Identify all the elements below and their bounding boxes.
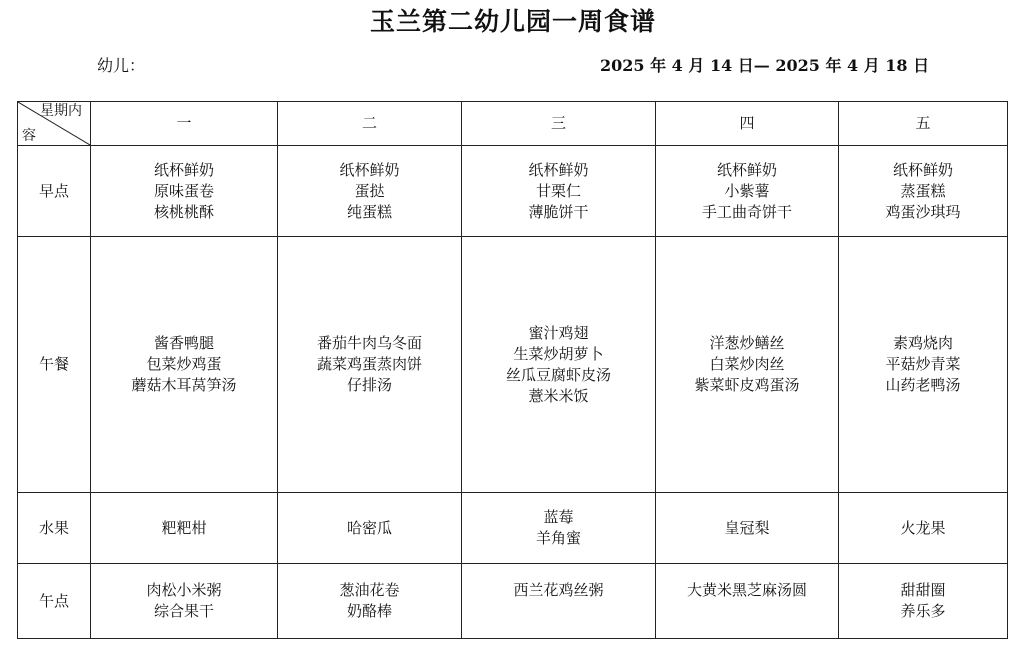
menu-item: 鸡蛋沙琪玛 xyxy=(885,202,961,221)
menu-item: 粑粑柑 xyxy=(161,518,207,537)
menu-cell xyxy=(278,146,462,237)
menu-item: 平菇炒青菜 xyxy=(885,355,961,373)
menu-item: 纯蛋糕 xyxy=(346,202,392,221)
meal-label-cell: 水果 xyxy=(18,493,91,564)
menu-cell xyxy=(278,237,462,493)
corner-label-bottom: 容 xyxy=(22,128,36,144)
menu-cell xyxy=(278,564,462,639)
menu-cell xyxy=(462,493,656,564)
menu-item: 纸杯鲜奶 xyxy=(892,160,953,179)
menu-item: 蒸蛋糕 xyxy=(900,181,946,200)
kid-label: 幼儿： xyxy=(97,56,146,75)
weekly-menu-table xyxy=(17,101,1008,639)
menu-cell xyxy=(656,493,839,564)
menu-item: 紫菜虾皮鸡蛋汤 xyxy=(694,376,800,394)
menu-item: 甘栗仁 xyxy=(535,181,581,200)
menu-cell xyxy=(462,146,656,237)
day-header: 五 xyxy=(839,102,1008,146)
menu-cell xyxy=(839,237,1008,493)
menu-item: 薄脆饼干 xyxy=(528,202,589,221)
menu-cell xyxy=(462,564,656,639)
meal-row xyxy=(18,564,1008,639)
menu-cell xyxy=(91,146,278,237)
menu-cell xyxy=(278,493,462,564)
menu-item: 蘑菇木耳莴笋汤 xyxy=(131,376,237,394)
menu-item: 蓝莓 xyxy=(543,508,574,526)
menu-item: 葱油花卷 xyxy=(339,581,400,599)
menu-item: 山药老鸭汤 xyxy=(885,376,961,394)
menu-cell xyxy=(656,237,839,493)
menu-cell xyxy=(839,493,1008,564)
menu-item: 纸杯鲜奶 xyxy=(528,160,589,179)
menu-item: 番茄牛肉乌冬面 xyxy=(316,334,422,352)
menu-item: 素鸡烧肉 xyxy=(892,334,953,352)
menu-item: 大黄米黑芝麻汤圆 xyxy=(686,581,807,599)
menu-item: 皇冠梨 xyxy=(724,518,770,537)
menu-item: 包菜炒鸡蛋 xyxy=(146,355,222,373)
menu-item: 蔬菜鸡蛋蒸肉饼 xyxy=(316,355,422,373)
menu-cell xyxy=(462,237,656,493)
day-header: 三 xyxy=(462,102,656,146)
menu-item: 薏米米饭 xyxy=(528,386,589,405)
menu-item: 丝瓜豆腐虾皮汤 xyxy=(505,365,611,384)
menu-cell xyxy=(91,564,278,639)
header-row xyxy=(18,102,1008,146)
menu-item: 仔排汤 xyxy=(346,376,392,394)
menu-item: 白菜炒肉丝 xyxy=(709,355,785,373)
menu-item: 核桃桃酥 xyxy=(153,202,214,221)
corner-header-cell xyxy=(18,102,91,146)
menu-item: 原味蛋卷 xyxy=(153,181,214,200)
menu-item: 纸杯鲜奶 xyxy=(153,160,214,179)
menu-item: 酱香鸭腿 xyxy=(153,334,214,352)
menu-item: 综合果干 xyxy=(153,602,214,620)
menu-item: 火龙果 xyxy=(900,518,946,537)
menu-item: 洋葱炒鳝丝 xyxy=(709,334,785,352)
menu-cell xyxy=(91,237,278,493)
meal-label-cell: 午点 xyxy=(18,564,91,639)
menu-item: 小紫薯 xyxy=(724,181,770,200)
meal-row xyxy=(18,493,1008,564)
menu-item: 手工曲奇饼干 xyxy=(701,202,792,221)
day-header: 四 xyxy=(656,102,839,146)
corner-label-top: 星期内 xyxy=(40,103,82,119)
menu-cell xyxy=(656,564,839,639)
meal-label-cell: 早点 xyxy=(18,146,91,237)
menu-item: 纸杯鲜奶 xyxy=(339,160,400,179)
menu-item: 羊角蜜 xyxy=(535,529,581,547)
menu-cell xyxy=(656,146,839,237)
menu-item: 纸杯鲜奶 xyxy=(716,160,777,179)
meal-row xyxy=(18,146,1008,237)
meal-row xyxy=(18,237,1008,493)
menu-item: 生菜炒胡萝卜 xyxy=(513,344,604,363)
menu-item: 西兰花鸡丝粥 xyxy=(513,581,604,599)
menu-cell xyxy=(839,564,1008,639)
day-header: 一 xyxy=(91,102,278,146)
menu-cell xyxy=(91,493,278,564)
day-header: 二 xyxy=(278,102,462,146)
menu-item: 蛋挞 xyxy=(354,181,385,200)
date-range: 2025 年 4 月 14 日— 2025 年 4 月 18 日 xyxy=(600,56,930,75)
page-title: 玉兰第二幼儿园一周食谱 xyxy=(369,7,656,36)
menu-item: 哈密瓜 xyxy=(346,518,392,537)
menu-cell xyxy=(839,146,1008,237)
menu-item: 奶酪棒 xyxy=(346,602,392,620)
meal-label-cell: 午餐 xyxy=(18,237,91,493)
menu-item: 养乐多 xyxy=(900,602,946,620)
menu-item: 肉松小米粥 xyxy=(146,581,222,599)
menu-item: 甜甜圈 xyxy=(900,581,946,599)
menu-item: 蜜汁鸡翅 xyxy=(528,323,589,342)
